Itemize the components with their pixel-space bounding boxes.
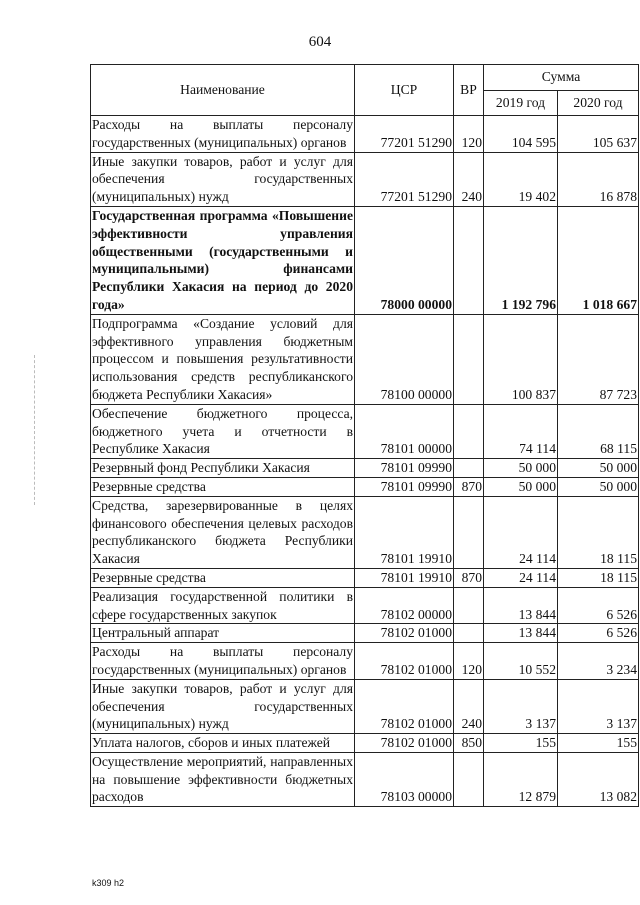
row-csr: 78103 00000 xyxy=(355,752,454,806)
row-name: Подпрограмма «Создание условий для эффективного управления бюджетным процессом и повышения результативности использования средств республиканского бюджета Республики Хакасия» xyxy=(91,314,355,404)
row-name: Средства, зарезервированные в целях финансового обеспечения целевых расходов республиканского бюджета Республики Хакасия xyxy=(91,496,355,568)
table-header xyxy=(91,65,639,116)
row-name: Резервный фонд Республики Хакасия xyxy=(91,459,355,478)
table-row xyxy=(91,568,639,587)
row-amount-2019: 24 114 xyxy=(484,496,558,568)
row-csr: 78102 00000 xyxy=(355,587,454,624)
row-name: Иные закупки товаров, работ и услуг для обеспечения государственных (муниципальных) нужд xyxy=(91,679,355,733)
row-csr: 78101 19910 xyxy=(355,496,454,568)
table-row xyxy=(91,116,639,153)
row-amount-2019: 13 844 xyxy=(484,587,558,624)
row-csr: 78101 09990 xyxy=(355,459,454,478)
row-vr xyxy=(454,206,484,314)
row-amount-2019: 100 837 xyxy=(484,314,558,404)
row-vr xyxy=(454,314,484,404)
table-row xyxy=(91,679,639,733)
header-name: Наименование xyxy=(91,65,355,116)
row-amount-2019: 10 552 xyxy=(484,643,558,680)
table-row xyxy=(91,477,639,496)
row-vr: 120 xyxy=(454,643,484,680)
row-amount-2020: 68 115 xyxy=(558,404,639,458)
table-row xyxy=(91,459,639,478)
row-amount-2020: 3 234 xyxy=(558,643,639,680)
row-csr: 78000 00000 xyxy=(355,206,454,314)
row-csr: 78100 00000 xyxy=(355,314,454,404)
row-amount-2020: 18 115 xyxy=(558,496,639,568)
table-body xyxy=(91,116,639,807)
row-amount-2020: 6 526 xyxy=(558,624,639,643)
row-amount-2019: 50 000 xyxy=(484,477,558,496)
row-csr: 78102 01000 xyxy=(355,643,454,680)
row-amount-2020: 50 000 xyxy=(558,477,639,496)
row-amount-2019: 74 114 xyxy=(484,404,558,458)
row-csr: 78101 19910 xyxy=(355,568,454,587)
row-vr: 240 xyxy=(454,152,484,206)
row-name: Уплата налогов, сборов и иных платежей xyxy=(91,734,355,753)
row-vr xyxy=(454,752,484,806)
row-vr xyxy=(454,587,484,624)
row-amount-2019: 104 595 xyxy=(484,116,558,153)
table-row xyxy=(91,206,639,314)
row-amount-2020: 18 115 xyxy=(558,568,639,587)
row-vr xyxy=(454,496,484,568)
table-row xyxy=(91,587,639,624)
row-vr xyxy=(454,459,484,478)
table-row xyxy=(91,752,639,806)
row-name: Центральный аппарат xyxy=(91,624,355,643)
table-row xyxy=(91,496,639,568)
header-year-2019: 2019 год xyxy=(484,90,558,116)
margin-scan-mark xyxy=(34,355,36,505)
row-amount-2020: 3 137 xyxy=(558,679,639,733)
row-vr xyxy=(454,624,484,643)
row-amount-2019: 50 000 xyxy=(484,459,558,478)
table-row xyxy=(91,624,639,643)
row-csr: 78102 01000 xyxy=(355,624,454,643)
page-number: 604 xyxy=(308,34,332,50)
table-row xyxy=(91,643,639,680)
budget-table xyxy=(90,64,639,807)
row-amount-2020: 16 878 xyxy=(558,152,639,206)
row-amount-2019: 19 402 xyxy=(484,152,558,206)
row-amount-2020: 1 018 667 xyxy=(558,206,639,314)
row-csr: 77201 51290 xyxy=(355,152,454,206)
row-vr: 850 xyxy=(454,734,484,753)
row-name: Расходы на выплаты персоналу государственных (муниципальных) органов xyxy=(91,643,355,680)
row-amount-2019: 1 192 796 xyxy=(484,206,558,314)
row-vr: 870 xyxy=(454,477,484,496)
row-amount-2019: 12 879 xyxy=(484,752,558,806)
row-amount-2020: 50 000 xyxy=(558,459,639,478)
row-csr: 77201 51290 xyxy=(355,116,454,153)
row-vr: 120 xyxy=(454,116,484,153)
header-csr: ЦСР xyxy=(355,65,454,116)
row-name: Резервные средства xyxy=(91,568,355,587)
row-amount-2020: 87 723 xyxy=(558,314,639,404)
table-row xyxy=(91,152,639,206)
row-name: Реализация государственной политики в сфере государственных закупок xyxy=(91,587,355,624)
row-name: Обеспечение бюджетного процесса, бюджетного учета и отчетности в Республике Хакасия xyxy=(91,404,355,458)
table-row xyxy=(91,404,639,458)
header-year-2020: 2020 год xyxy=(558,90,639,116)
row-csr: 78102 01000 xyxy=(355,679,454,733)
row-name: Расходы на выплаты персоналу государственных (муниципальных) органов xyxy=(91,116,355,153)
table-row xyxy=(91,734,639,753)
row-vr: 240 xyxy=(454,679,484,733)
row-amount-2020: 155 xyxy=(558,734,639,753)
row-name: Иные закупки товаров, работ и услуг для обеспечения государственных (муниципальных) нужд xyxy=(91,152,355,206)
row-amount-2019: 13 844 xyxy=(484,624,558,643)
row-csr: 78102 01000 xyxy=(355,734,454,753)
row-name: Государственная программа «Повышение эффективности управления общественными (государственными и муниципальными) финансами Республики Хакасия на период до 2020 года» xyxy=(91,206,355,314)
header-sum: Сумма xyxy=(484,65,639,91)
row-amount-2020: 105 637 xyxy=(558,116,639,153)
row-name: Резервные средства xyxy=(91,477,355,496)
table-row xyxy=(91,314,639,404)
row-amount-2020: 6 526 xyxy=(558,587,639,624)
row-vr xyxy=(454,404,484,458)
header-vr: ВР xyxy=(454,65,484,116)
budget-table-container xyxy=(90,64,638,807)
row-csr: 78101 09990 xyxy=(355,477,454,496)
row-name: Осуществление мероприятий, направленных на повышение эффективности бюджетных расходов xyxy=(91,752,355,806)
row-amount-2019: 155 xyxy=(484,734,558,753)
row-amount-2019: 24 114 xyxy=(484,568,558,587)
row-csr: 78101 00000 xyxy=(355,404,454,458)
row-vr: 870 xyxy=(454,568,484,587)
row-amount-2019: 3 137 xyxy=(484,679,558,733)
row-amount-2020: 13 082 xyxy=(558,752,639,806)
footer-code: k309 h2 xyxy=(92,878,125,888)
